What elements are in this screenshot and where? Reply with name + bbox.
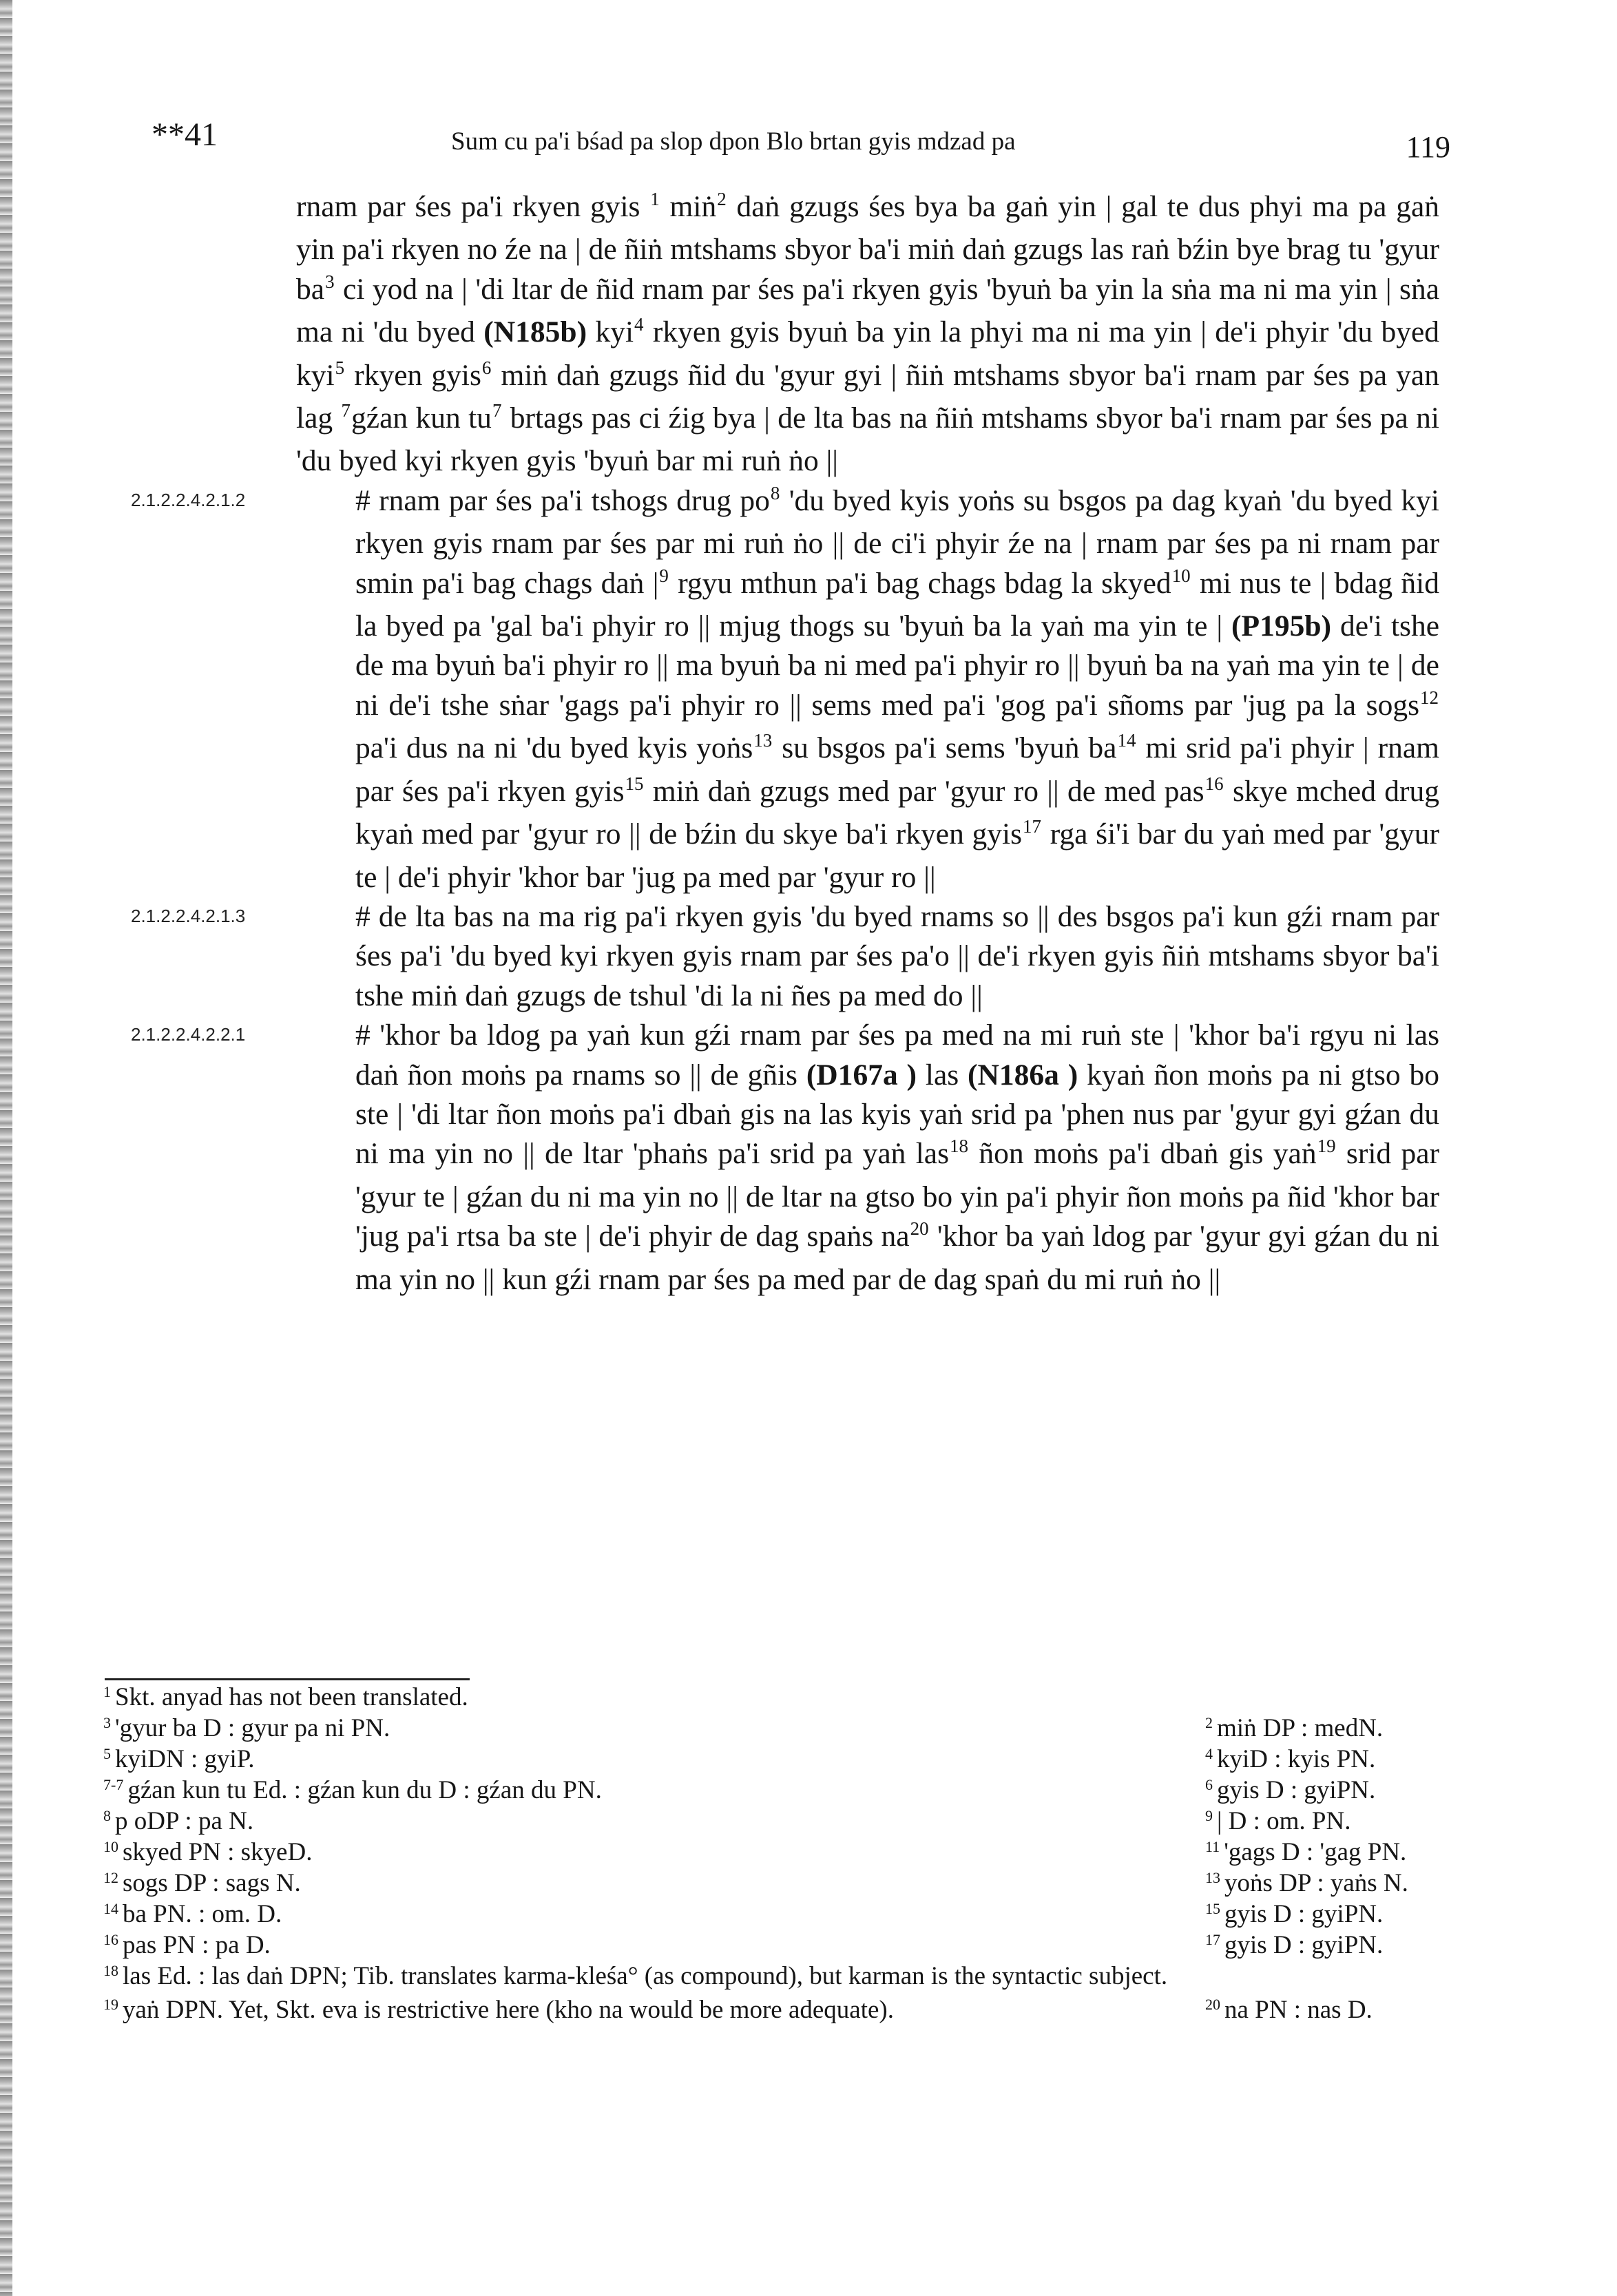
paragraph-3-text: # de lta bas na ma rig pa'i rkyen gyis 'du byed rnams so || des bsgos pa'i kun gźi rnam par śes pa'i 'du byed kyi rkyen gyis rnam par śes pa'o || de'i rkyen gyis ñiṅ mtshams sbyor ba'i tshe miṅ daṅ gzugs de tshul 'di la ni ñes pa med do || [355, 899, 1439, 1012]
footnote-row: $^{18}$ las Ed. : las daṅ DPN; Tib. translates karma-kleśa° (as compound), but karman is the syntactic subject. [103, 1962, 1168, 1990]
footnote-ref: 6 [481, 357, 492, 378]
footnote-ref: 20 [910, 1218, 929, 1240]
footnotes [103, 1682, 1501, 2025]
footnote-ref: 3 [325, 271, 335, 292]
section-number: 2.1.2.2.4.2.1.3 [131, 905, 246, 926]
footnote-row: $^5$ kyiDN : gyiP. $^4$ kyiD : kyis PN. [103, 1745, 1376, 1773]
running-title: Sum cu pa'i bśad pa slop dpon Blo brtan gyis mdzad pa [451, 127, 1016, 156]
footnote-ref: 1 [650, 189, 660, 209]
footnote-row: $^{10}$ skyed PN : skyeD. $^{11}$ 'gags D : 'gag PN. [103, 1838, 1407, 1866]
paragraph-4-text: # 'khor ba ldog pa yaṅ kun gźi rnam par śes pa med na mi ruṅ ste | 'khor ba'i rgyu ni las daṅ ñon moṅs pa rnams so || de gñis (D167a ) las (N186a ) kyaṅ ñon moṅs pa ni gtso bo ste | 'di ltar ñon moṅs pa'i dbaṅ gis na las kyis yaṅ srid pa 'phen nus par 'gyur gyi gźan du ni ma yin no || de ltar 'phaṅs pa'i srid pa yaṅ las$^{18}$ ñon moṅs pa'i dbaṅ gis yaṅ$^{19}$ srid par 'gyur te | gźan du ni ma yin no || de ltar na gtso bo yin pa'i phyir ñon moṅs pa ñid 'khor bar 'jug pa'i rtsa ba ste | de'i phyir de dag spaṅs na$^{20}$ 'khor ba yaṅ ldog par 'gyur gyi gźan du ni ma yin no || kun gźi rnam par śes pa med par de dag spaṅ du mi ruṅ ṅo || [355, 1019, 1440, 1296]
footnote-row: $^{19}$ yaṅ DPN. Yet, Skt. eva is restrictive here (kho na would be more adequate). $^{20}$ na PN : nas D. [103, 1996, 1373, 2024]
footnote-ref: 19 [1317, 1136, 1336, 1157]
folio-reference: (N185b) [483, 315, 587, 349]
footnote-ref: 5 [335, 357, 345, 378]
paragraph-3 [131, 897, 1439, 1016]
footnote-ref: 2 [717, 189, 727, 209]
footnote-ref: 17 [1023, 816, 1042, 837]
footnote-ref: 8 [770, 482, 780, 503]
section-number: 2.1.2.2.4.2.2.1 [131, 1024, 246, 1045]
footnote-ref: 12 [1420, 687, 1439, 708]
footnote-rule [105, 1678, 470, 1680]
paragraph-4 [131, 1016, 1440, 1300]
footnote-ref: 7 [341, 400, 351, 421]
section-marker: **41 [152, 116, 218, 153]
footnote-ref: 9 [659, 565, 669, 586]
footnote-row: $^1$ Skt. anyad has not been translated. [103, 1683, 468, 1711]
footnote-ref: 4 [634, 314, 644, 335]
footnote-row: $^{7-7}$ gźan kun tu Ed. : gźan kun du D : gźan du PN. $^6$ gyis D : gyiPN. [103, 1776, 1376, 1804]
section-number: 2.1.2.2.4.2.1.2 [131, 489, 246, 510]
footnote-row: $^8$ p oDP : pa N. $^9$ | D : om. PN. [103, 1807, 1351, 1835]
footnote-ref: 7 [492, 400, 502, 421]
paragraph-1 [296, 187, 1439, 481]
running-header [103, 103, 1508, 165]
footnote-ref: 18 [950, 1136, 969, 1157]
folio-reference: (N186a ) [968, 1058, 1078, 1092]
folio-reference: (D167a ) [806, 1058, 917, 1092]
folio-reference: (P195b) [1231, 609, 1332, 643]
footnote-row: $^{12}$ sogs DP : sags N. $^{13}$ yoṅs DP : yaṅs N. [103, 1869, 1408, 1897]
footnote-ref: 13 [753, 730, 773, 751]
footnote-ref: 10 [1171, 565, 1191, 586]
footnote-row: $^3$ 'gyur ba D : gyur pa ni PN. $^2$ miṅ DP : medN. [103, 1714, 1384, 1742]
paragraph-1-text: rnam par śes pa'i rkyen gyis $^1$ miṅ$^2$ daṅ gzugs śes bya ba gaṅ yin | gal te dus phyi ma pa gaṅ yin pa'i rkyen no źe na | de ñiṅ mtshams sbyor ba'i miṅ daṅ gzugs las raṅ bźin bye brag tu 'gyur ba$^3$ ci yod na | 'di ltar de ñid rnam par śes pa'i rkyen gyis 'byuṅ ba yin la sṅa ma ni ma yin | sṅa ma ni 'du byed (N185b) kyi$^4$ rkyen gyis byuṅ ba yin la phyi ma ni ma yin | de'i phyir 'du byed kyi$^5$ rkyen gyis$^6$ miṅ daṅ gzugs ñid du 'gyur gyi | ñiṅ mtshams sbyor ba'i rnam par śes pa yan lag $^7$gźan kun tu$^7$ brtags pas ci źig bya | de lta bas na ñiṅ mtshams sbyor ba'i rnam par śes pa ni 'du byed kyi rkyen gyis 'byuṅ bar mi ruṅ ṅo || [296, 189, 1440, 478]
footnote-ref: 14 [1117, 730, 1136, 751]
page-number: 119 [1406, 130, 1450, 164]
scan-edge-shadow [0, 0, 12, 2296]
footnote-ref: 15 [625, 773, 644, 794]
paragraph-2-text: # rnam par śes pa'i tshogs drug po$^8$ 'du byed kyis yoṅs su bsgos pa dag kyaṅ 'du byed kyi rkyen gyis rnam par śes par mi ruṅ ṅo || de ci'i phyir źe na | rnam par śes pa ni rnam par smin pa'i bag chags daṅ |$^9$ rgyu mthun pa'i bag chags bdag la skyed$^{10}$ mi nus te | bdag ñid la byed pa 'gal ba'i phyir ro || mjug thogs su 'byuṅ ba la yaṅ ma yin te | (P195b) de'i tshe de ma byuṅ ba'i phyir ro || ma byuṅ ba ni med pa'i phyir ro || byuṅ ba na yaṅ ma yin te | de ni de'i tshe sṅar 'gags pa'i phyir ro || sems med pa'i 'gog pa'i sñoms par 'jug pa la sogs$^{12}$ pa'i dus na ni 'du byed kyis yoṅs$^{13}$ su bsgos pa'i sems 'byuṅ ba$^{14}$ mi srid pa'i phyir | rnam par śes pa'i rkyen gyis$^{15}$ miṅ daṅ gzugs med par 'gyur ro || de med pas$^{16}$ skye mched drug kyaṅ med par 'gyur ro || de bźin du skye ba'i rkyen gyis$^{17}$ rga śi'i bar du yaṅ med par 'gyur te | de'i phyir 'khor bar 'jug pa med par 'gyur ro || [355, 482, 1440, 894]
paragraph-2 [131, 481, 1440, 897]
footnote-ref: 16 [1204, 773, 1224, 794]
footnote-row: $^{16}$ pas PN : pa D. $^{17}$ gyis D : gyiPN. [103, 1931, 1384, 1959]
book-page [103, 103, 1508, 2197]
footnote-row: $^{14}$ ba PN. : om. D. $^{15}$ gyis D : gyiPN. [103, 1900, 1384, 1928]
